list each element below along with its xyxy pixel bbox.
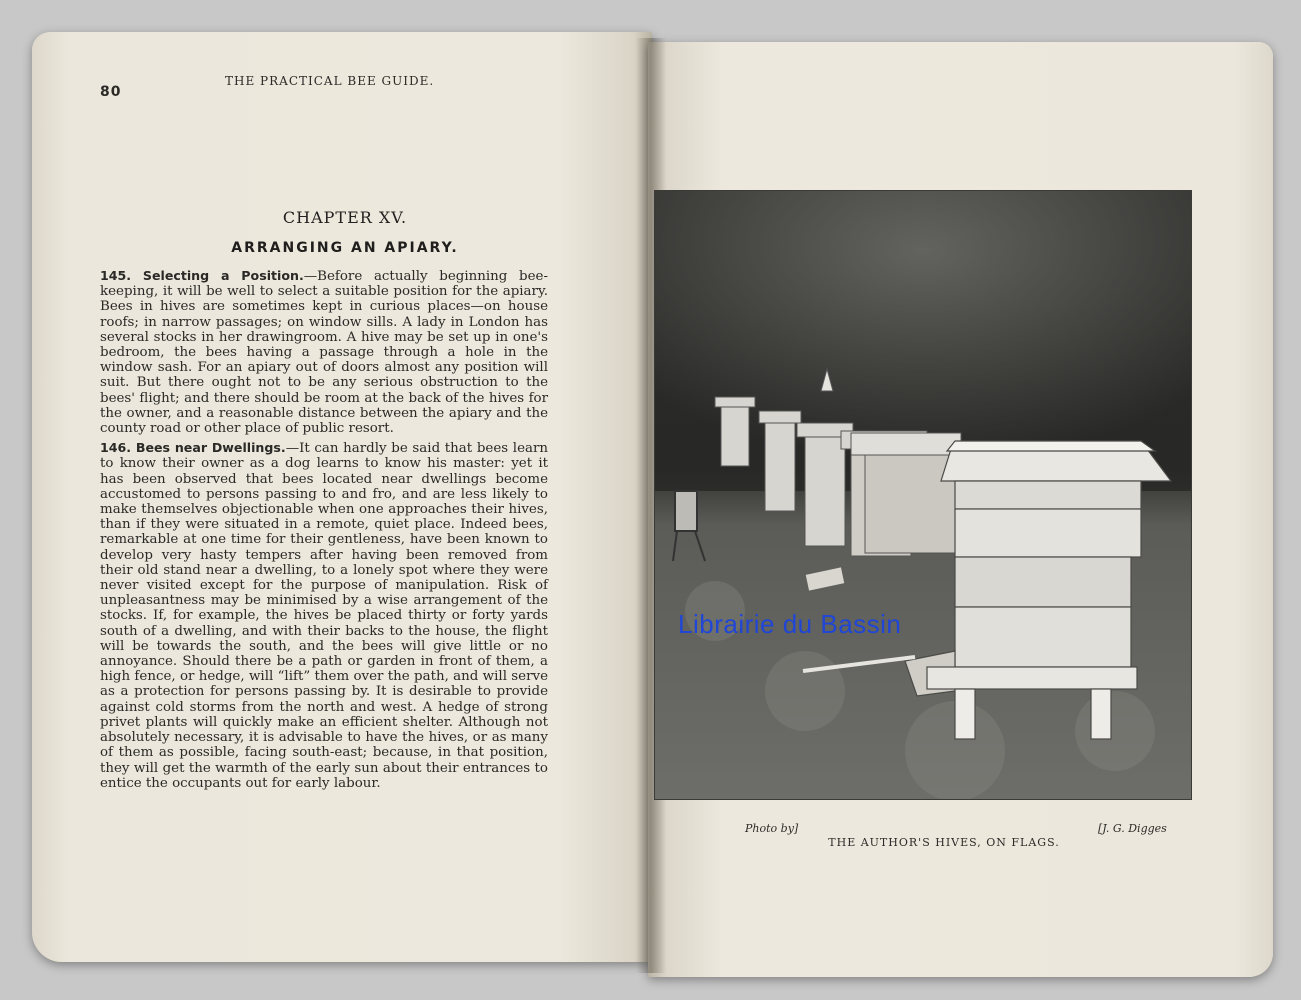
photo-caption: THE AUTHOR'S HIVES, ON FLAGS. [828, 836, 1060, 849]
page-number: 80 [100, 84, 122, 100]
section-title: ARRANGING AN APIARY. [231, 240, 459, 256]
paragraph-text: —It can hardly be said that bees learn to know their owner as a dog learns to know his master: yet it has been observed that bees located near dwellings become accustomed to persons passing to and fro, and are less likely to make themselves objectionable when one approaches their hives, than if they were situated in a remote, quiet place. Indeed bees, remarkable at one time for their gentleness, have been known to develop very hasty tempers after having been removed from their old stand near a dwelling, to a lonely spot where they were never visited except for the purpose of manipulation. Risk of unpleasantness may be minimised by a wise arrangement of the stocks. If, for example, the hives be placed thirty or forty yards south of a dwelling, and with their backs to the house, the flight will be towards the south, and the bees will give little or no annoyance. Should there be a path or garden in front of them, a high fence, or hedge, will “lift” them over the path, and will serve as a protection for persons passing by. It is desirable to provide against cold storms from the north and west. A hedge of strong privet plants will quickly make an efficient shelter. Although not absolutely necessary, it is advisable to have the hives, or as many of them as possible, facing south-east; because, in that position, they will get the warmth of the early sun about their entrances to entice the occupants out for early labour. [100, 441, 548, 791]
body-text [100, 268, 548, 795]
running-head-title: THE PRACTICAL BEE GUIDE. [225, 74, 435, 88]
hives-photo-image [655, 191, 1191, 799]
paragraph-heading: 145. Selecting a Position. [100, 268, 304, 283]
photo-credit-left: Photo by] [745, 822, 799, 835]
paragraph-146 [100, 440, 548, 791]
paragraph-heading: 146. Bees near Dwellings. [100, 440, 286, 456]
paragraph-text: —Before actually beginning bee-keeping, it will be well to select a suitable position for the apiary. Bees in hives are sometimes kept in curious places—on house roofs; in narrow passages; on window sills. A lady in London has several stocks in her drawingroom. A hive may be set up in one's bedroom, the bees having a passage through a hole in the window sash. For an apiary out of doors almost any position will suit. But there ought not to be any serious obstruction to the bees' flight; and there should be room at the back of the hives for the owner, and a reasonable distance between the apiary and the county road or other place of public resort. [100, 269, 548, 437]
hives-photo [654, 190, 1192, 800]
watermark: Librairie du Bassin [678, 609, 902, 639]
paragraph-145 [100, 268, 548, 436]
photo-credit-right: [J. G. Digges [1098, 822, 1167, 835]
running-head [100, 72, 590, 100]
chapter-heading: CHAPTER XV. [282, 208, 408, 227]
